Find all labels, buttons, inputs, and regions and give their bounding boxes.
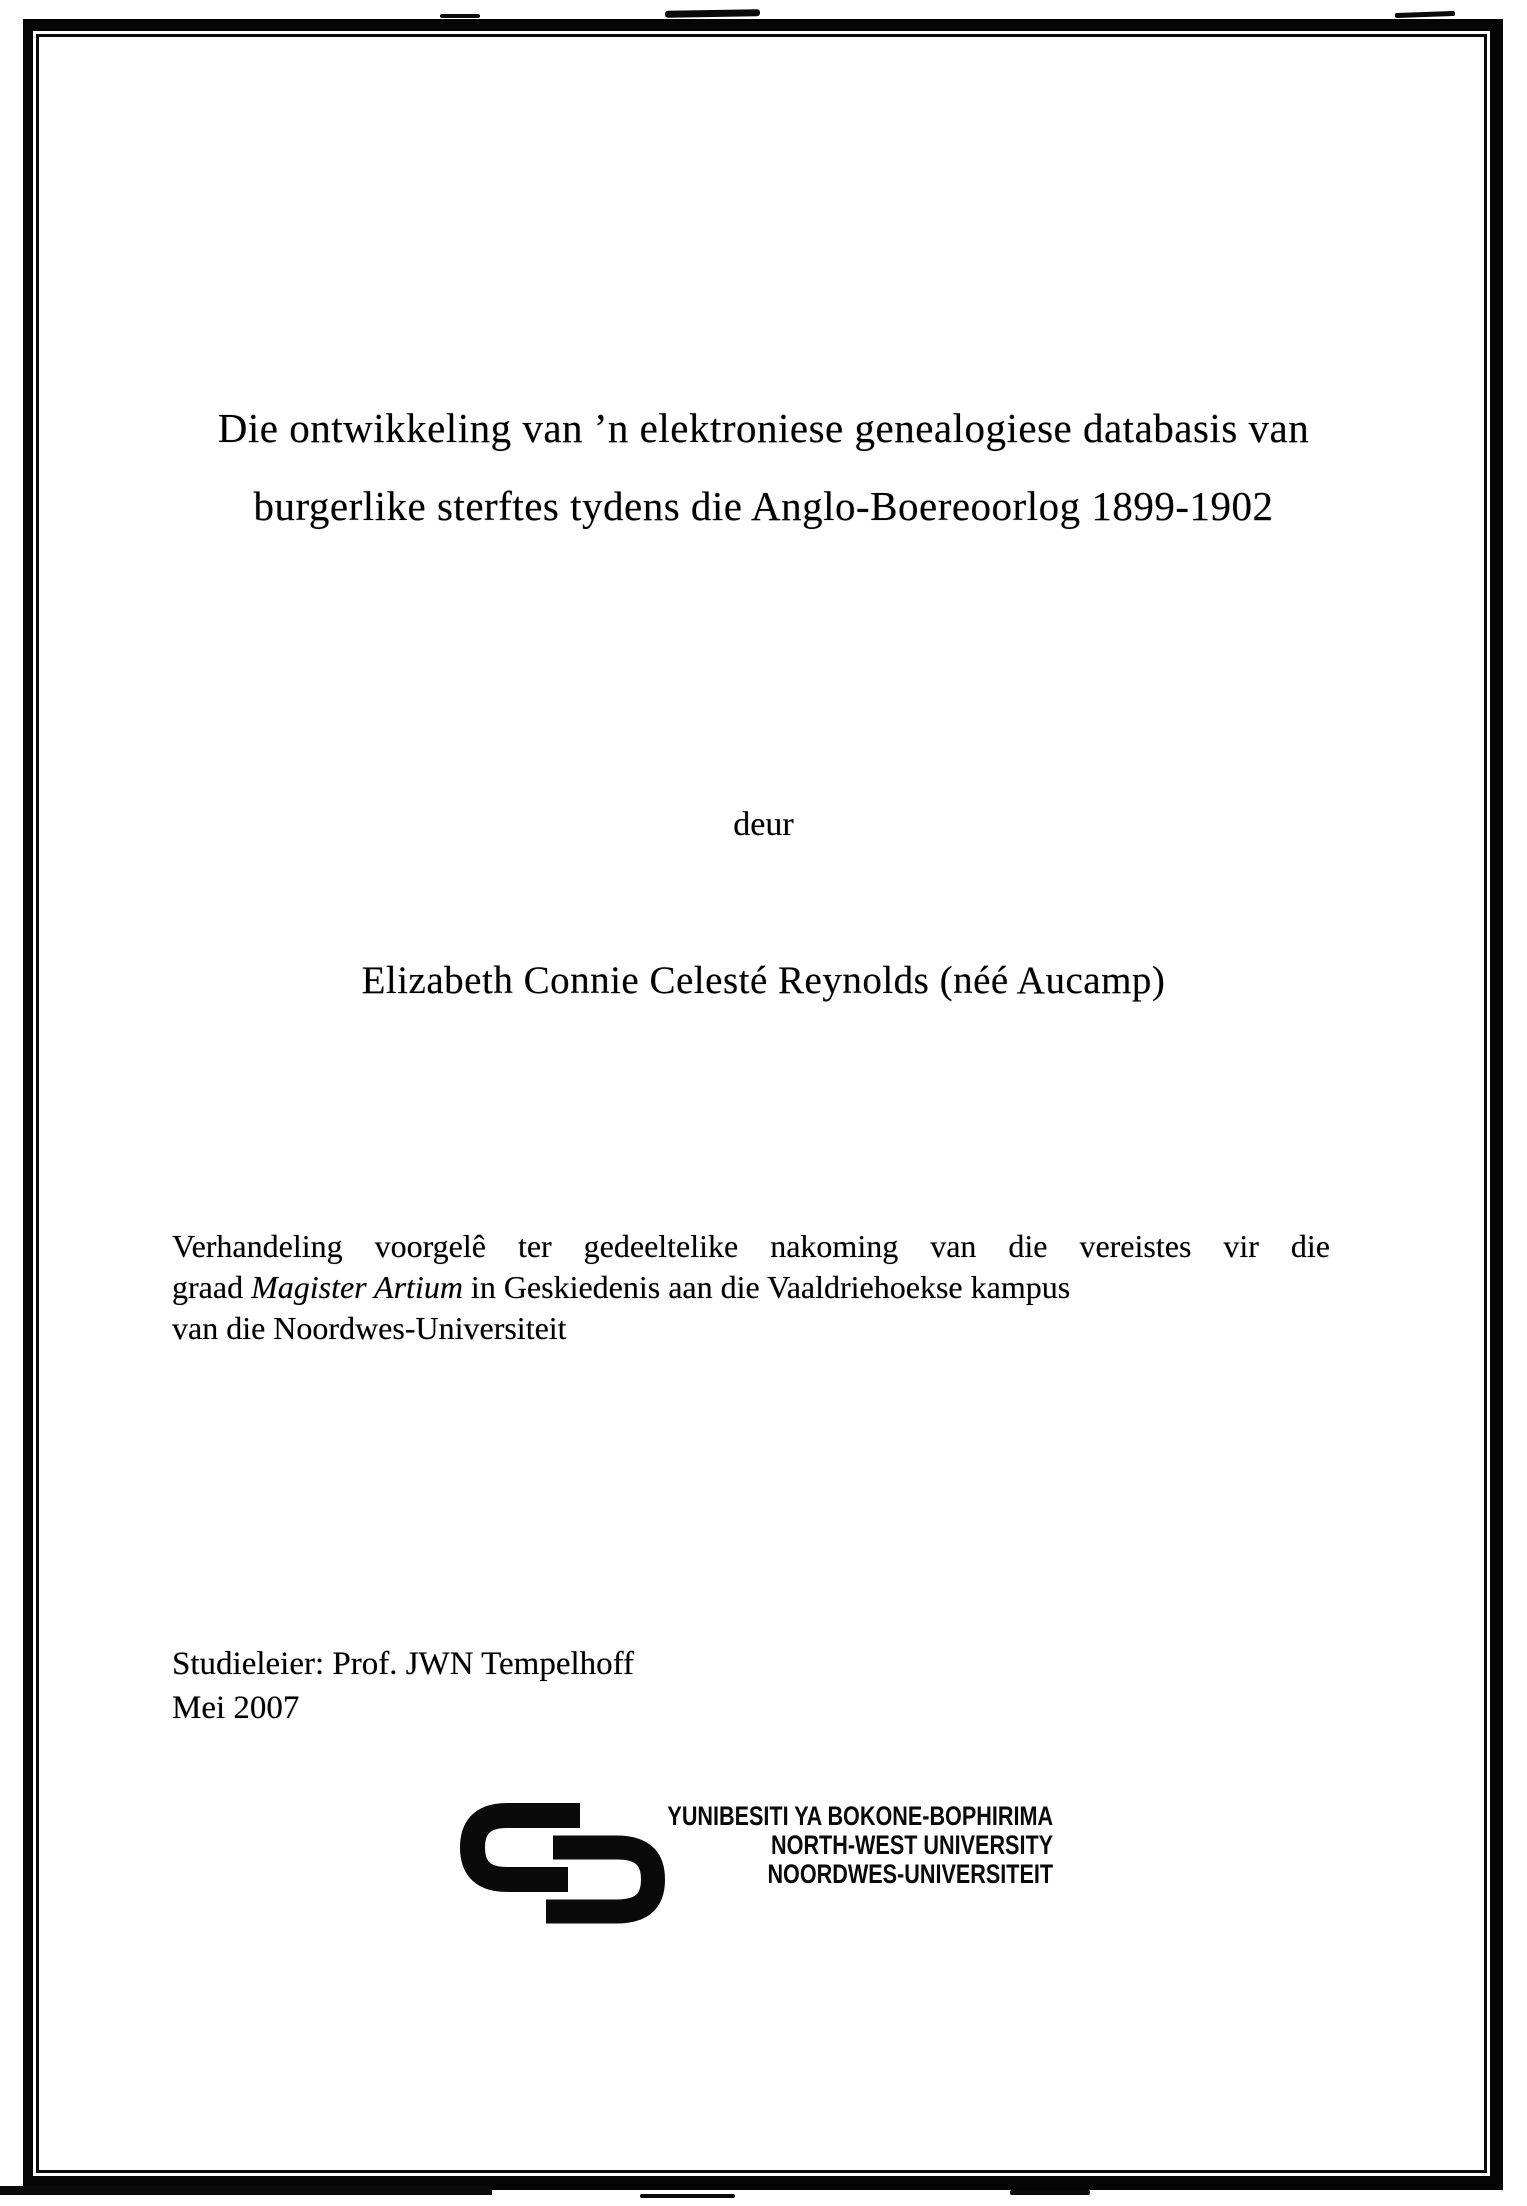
degree-statement-line-3: van die Noordwes-Universiteit	[172, 1310, 567, 1346]
thesis-title-line-1: Die ontwikkeling van ’n elektroniese genealogiese databasis van	[217, 405, 1310, 451]
date-line: Mei 2007	[172, 1690, 300, 1726]
scan-artifact-bottom	[1010, 2190, 1090, 2195]
supervisor-block	[172, 1642, 634, 1730]
degree-statement-line-1: Verhandeling voorgelê ter gedeeltelike nakoming van die vereistes vir die	[172, 1228, 1330, 1264]
scan-artifact-top	[665, 9, 760, 18]
degree-statement-line-2	[172, 1267, 1330, 1308]
scan-artifact-top	[440, 14, 480, 18]
degree-statement-line-2-suffix: in Geskiedenis aan die Vaaldriehoekse kampus	[462, 1269, 1071, 1305]
degree-name-italic: Magister Artium	[251, 1269, 463, 1305]
supervisor-line: Studieleier: Prof. JWN Tempelhoff	[172, 1646, 635, 1682]
scan-artifact-top	[1395, 11, 1455, 18]
degree-statement	[172, 1226, 1330, 1349]
nwu-logo-text	[667, 1802, 1053, 1889]
nwu-logo-text-line-3: NOORDWES-UNIVERSITEIT	[767, 1859, 1053, 1889]
nwu-logo-text-line-1: YUNIBESITI YA BOKONE-BOPHIRIMA	[667, 1801, 1053, 1831]
degree-statement-line-2-prefix: graad	[172, 1269, 252, 1305]
scan-artifact-bottom	[640, 2194, 735, 2198]
byline-label: deur	[733, 806, 794, 843]
thesis-title	[60, 389, 1467, 545]
nwu-logo-mark-icon	[460, 1800, 666, 1926]
thesis-title-line-2: burgerlike sterftes tydens die Anglo-Boereoorlog 1899-1902	[253, 483, 1274, 529]
nwu-logo-text-line-2: NORTH-WEST UNIVERSITY	[770, 1830, 1053, 1860]
author-name: Elizabeth Connie Celesté Reynolds (néé Aucamp)	[361, 959, 1166, 1002]
scan-artifact-bottom	[0, 2186, 492, 2195]
